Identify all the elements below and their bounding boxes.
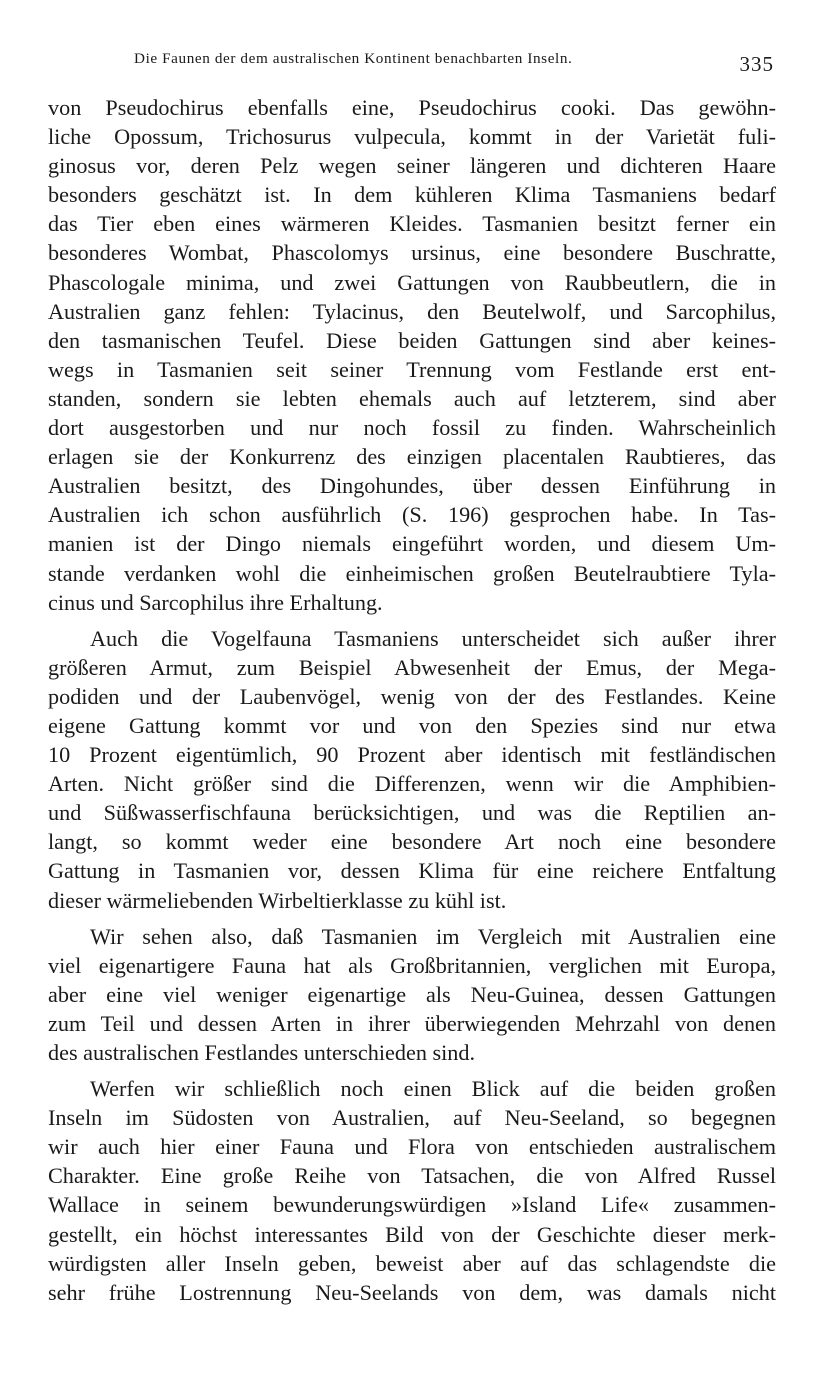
page-number: 335 [739, 52, 774, 76]
text-line: besonders geschätzt ist. In dem kühleren Klima Tasmaniens bedarf [48, 182, 776, 208]
text-line: Wir sehen also, daß Tasmanien im Vergleich mit Australien eine [90, 923, 776, 949]
text-line: den tasmanischen Teufel. Diese beiden Gattungen sind aber keines- [48, 327, 776, 353]
body-text [48, 93, 776, 1307]
text-line: Inseln im Südosten von Australien, auf Neu-Seeland, so begegnen [48, 1105, 776, 1131]
text-line: wegs in Tasmanien seit seiner Trennung vom Festlande erst ent- [48, 356, 776, 382]
text-line: zum Teil und dessen Arten in ihrer überwiegenden Mehrzahl von denen [48, 1010, 776, 1036]
text-line: größeren Armut, zum Beispiel Abwesenheit der Emus, der Mega- [48, 654, 776, 680]
text-line: standen, sondern sie lebten ehemals auch auf letzterem, sind aber [48, 385, 776, 411]
text-line: Gattung in Tasmanien vor, dessen Klima für eine reichere Entfaltung [48, 858, 776, 884]
text-line: Australien ganz fehlen: Tylacinus, den Beutelwolf, und Sarcophilus, [48, 298, 776, 324]
text-line: stande verdanken wohl die einheimischen großen Beutelraubtiere Tyla- [48, 560, 776, 586]
text-line: Australien ich schon ausführlich (S. 196) gesprochen habe. In Tas- [48, 502, 776, 528]
text-line: dort ausgestorben und nur noch fossil zu finden. Wahrscheinlich [48, 415, 776, 441]
paragraph-gap [48, 1067, 776, 1074]
text-line: besonderes Wombat, Phascolomys ursinus, eine besondere Buschratte, [48, 240, 776, 266]
text-line: aber eine viel weniger eigenartige als Neu-Guinea, dessen Gattungen [48, 981, 776, 1007]
text-line: Auch die Vogelfauna Tasmaniens unterscheidet sich außer ihrer [90, 625, 776, 651]
text-line: Phascologale minima, und zwei Gattungen von Raubbeutlern, die in [48, 269, 776, 295]
text-line: dieser wärmeliebenden Wirbeltierklasse zu kühl ist. [48, 887, 507, 913]
text-line: liche Opossum, Trichosurus vulpecula, kommt in der Varietät fuli- [48, 124, 776, 150]
text-line: das Tier eben eines wärmeren Kleides. Tasmanien besitzt ferner ein [48, 211, 776, 237]
text-line: Wallace in seinem bewunderungswürdigen »Island Life« zusammen- [48, 1192, 776, 1218]
text-line: ginosus vor, deren Pelz wegen seiner längeren und dichteren Haare [48, 153, 776, 179]
text-line: sehr frühe Lostrennung Neu-Seelands von dem, was damals nicht [48, 1279, 776, 1305]
text-line: podiden und der Laubenvögel, wenig von der des Festlandes. Keine [48, 683, 776, 709]
text-line: Werfen wir schließlich noch einen Blick auf die beiden großen [90, 1076, 776, 1102]
paragraph [48, 624, 776, 915]
running-title: Die Faunen der dem australischen Kontinent benachbarten Inseln. [134, 50, 573, 67]
text-line: cinus und Sarcophilus ihre Erhaltung. [48, 589, 383, 615]
paragraph-gap [48, 915, 776, 922]
paragraph [48, 1074, 776, 1307]
text-line: eigene Gattung kommt vor und von den Spezies sind nur etwa [48, 712, 776, 738]
text-line: des australischen Festlandes unterschieden sind. [48, 1040, 476, 1065]
text-line: von Pseudochirus ebenfalls eine, Pseudochirus cooki. Das gewöhn- [48, 95, 776, 120]
text-line: würdigsten aller Inseln geben, beweist aber auf das schlagendste die [48, 1250, 776, 1276]
text-line: 10 Prozent eigentümlich, 90 Prozent aber identisch mit festländischen [48, 742, 776, 768]
text-line: und Süßwasserfischfauna berücksichtigen, und was die Reptilien an- [48, 800, 776, 826]
text-line: erlagen sie der Konkurrenz des einzigen placentalen Raubtieres, das [48, 444, 776, 470]
text-line: langt, so kommt weder eine besondere Art noch eine besondere [48, 829, 776, 855]
text-line: viel eigenartigere Fauna hat als Großbritannien, verglichen mit Europa, [48, 952, 776, 978]
text-line: Charakter. Eine große Reihe von Tatsachen, die von Alfred Russel [48, 1163, 776, 1189]
paragraph-gap [48, 617, 776, 624]
text-line: manien ist der Dingo niemals eingeführt worden, und diesem Um- [48, 531, 776, 557]
text-line: Arten. Nicht größer sind die Differenzen, wenn wir die Amphibien- [48, 771, 776, 797]
text-line: gestellt, ein höchst interessantes Bild von der Geschichte dieser merk- [48, 1221, 776, 1247]
running-header [48, 46, 778, 80]
paragraph [48, 922, 776, 1067]
paragraph [48, 93, 776, 617]
text-line: Australien besitzt, des Dingohundes, über dessen Einführung in [48, 473, 776, 499]
text-line: wir auch hier einer Fauna und Flora von entschieden australischem [48, 1134, 776, 1160]
